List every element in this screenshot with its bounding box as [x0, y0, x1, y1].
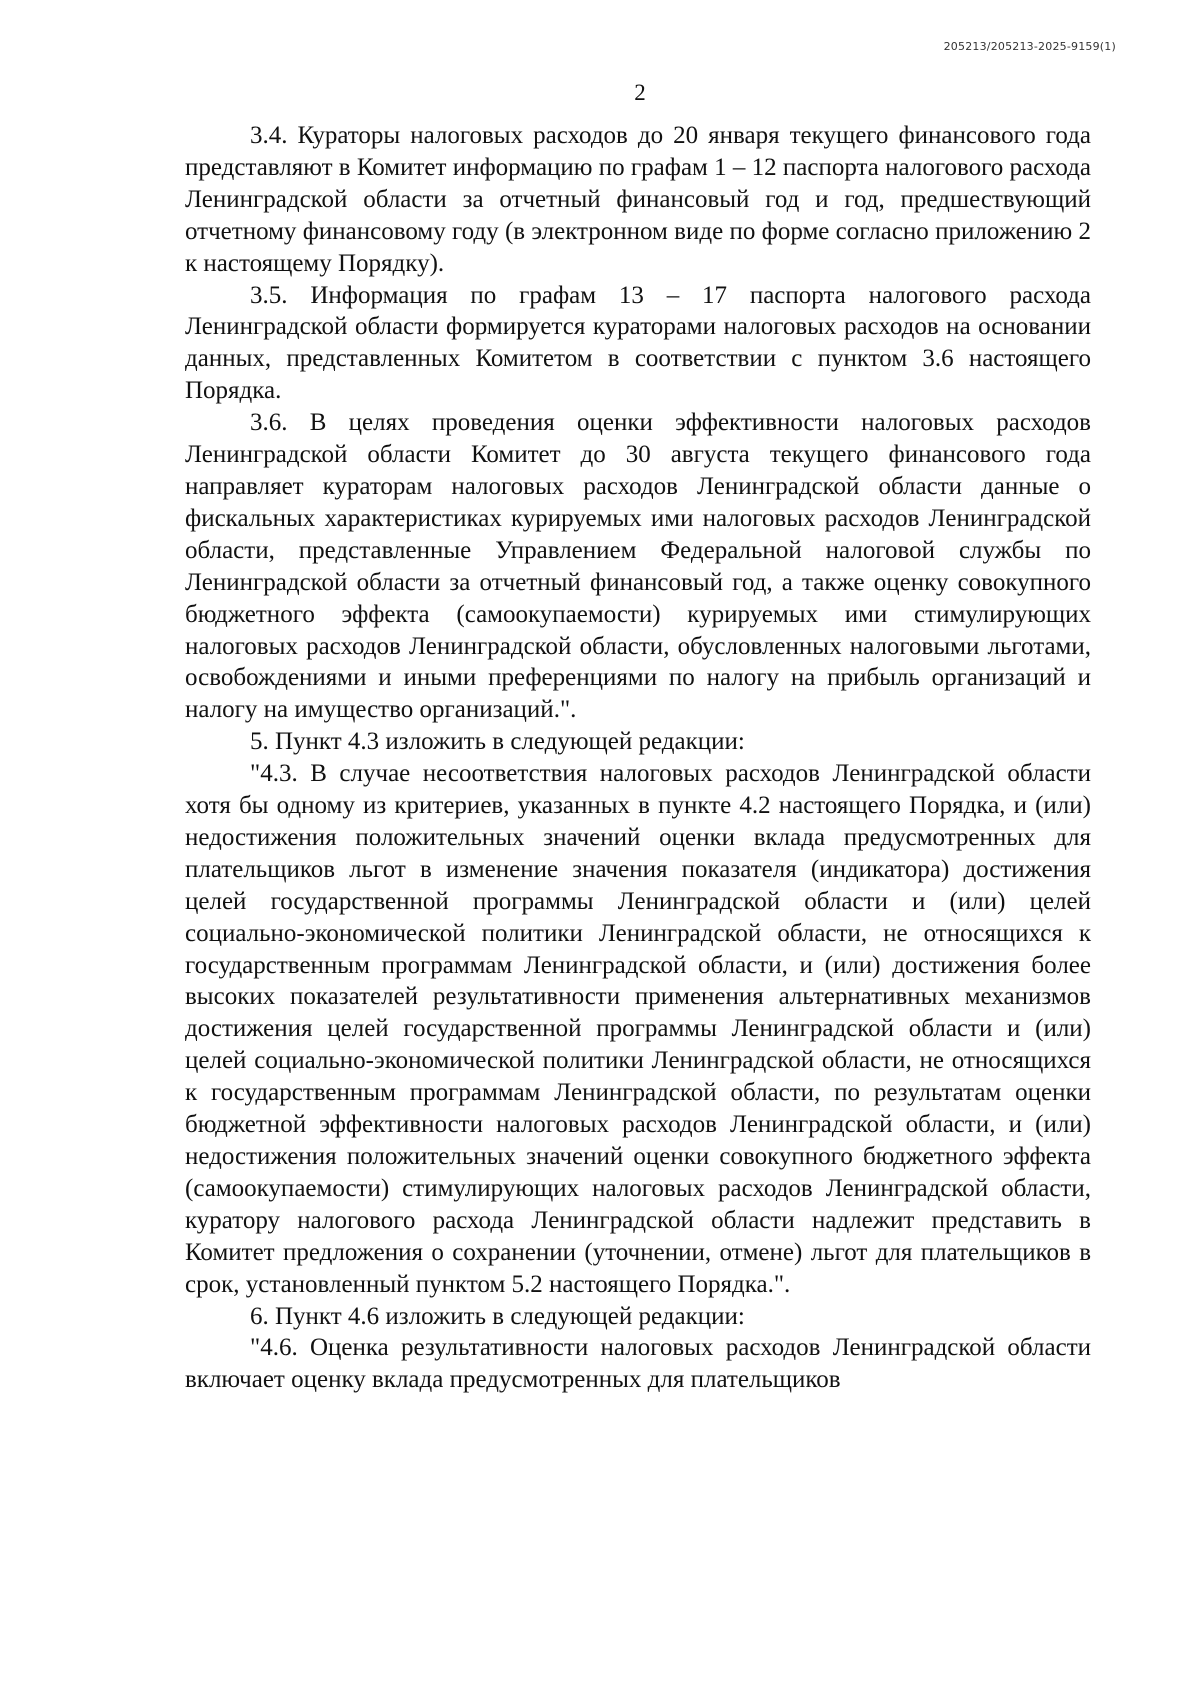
paragraph-4-3: "4.3. В случае несоответствия налоговых расходов Ленинградской области хотя бы одному из критериев, указанных в пункте 4.2 настоящего Порядка, и (или) недостижения положительных значений оценки вклада предусмотренных для плательщиков льгот в изменение значения показателя (индикатора) достижения целей государственной программы Ленинградской области и (или) целей социально-экономической политики Ленинградской области, не относящихся к государственным программам Ленинградской области, и (или) достижения более высоких показателей результативности применения альтернативных механизмов достижения целей государственной программы Ленинградской области и (или) целей социально-экономической политики Ленинградской области, не относящихся к государственным программам Ленинградской области, по результатам оценки бюджетной эффективности налоговых расходов Ленинградской области, и (или) недостижения положительных значений оценки совокупного бюджетного эффекта (самоокупаемости) стимулирующих налоговых расходов Ленинградской области, куратору налогового расхода Ленинградской области надлежит представить в Комитет предложения о сохранении (уточнении, отмене) льгот для плательщиков в срок, установленный пунктом 5.2 настоящего Порядка.". — [185, 760, 1091, 1298]
paragraph-item-5: 5. Пункт 4.3 изложить в следующей редакции: — [250, 728, 745, 756]
document-body — [185, 120, 1091, 1396]
paragraph-3-4: 3.4. Кураторы налоговых расходов до 20 января текущего финансового года представляют в Комитет информацию по графам 1 – 12 паспорта налогового расхода Ленинградской области за отчетный финансовый год и год, предшествующий отчетному финансовому году (в электронном виде по форме согласно приложению 2 к настоящему Порядку). — [185, 122, 1091, 277]
paragraph-4-6: "4.6. Оценка результативности налоговых расходов Ленинградской области включает оценку вклада предусмотренных для плательщиков — [185, 1334, 1091, 1394]
paragraph-3-5: 3.5. Информация по графам 13 – 17 паспорта налогового расхода Ленинградской области формируется кураторами налоговых расходов на основании данных, представленных Комитетом в соответствии с пунктом 3.6 настоящего Порядка. — [185, 281, 1091, 405]
document-id: 205213/205213-2025-9159(1) — [943, 40, 1116, 53]
paragraph-3-6: 3.6. В целях проведения оценки эффективности налоговых расходов Ленинградской области Комитет до 30 августа текущего финансового года направляет кураторам налоговых расходов Ленинградской области данные о фискальных характеристиках курируемых ими налоговых расходов Ленинградской области, представленные Управлением Федеральной налоговой службы по Ленинградской области за отчетный финансовый год, а также оценку совокупного бюджетного эффекта (самоокупаемости) курируемых ими стимулирующих налоговых расходов Ленинградской области, обусловленных налоговыми льготами, освобождениями и иными преференциями по налогу на прибыль организаций и налогу на имущество организаций.". — [185, 409, 1091, 724]
page-number: 2 — [634, 80, 646, 105]
paragraph-item-6: 6. Пункт 4.6 изложить в следующей редакции: — [250, 1302, 745, 1330]
